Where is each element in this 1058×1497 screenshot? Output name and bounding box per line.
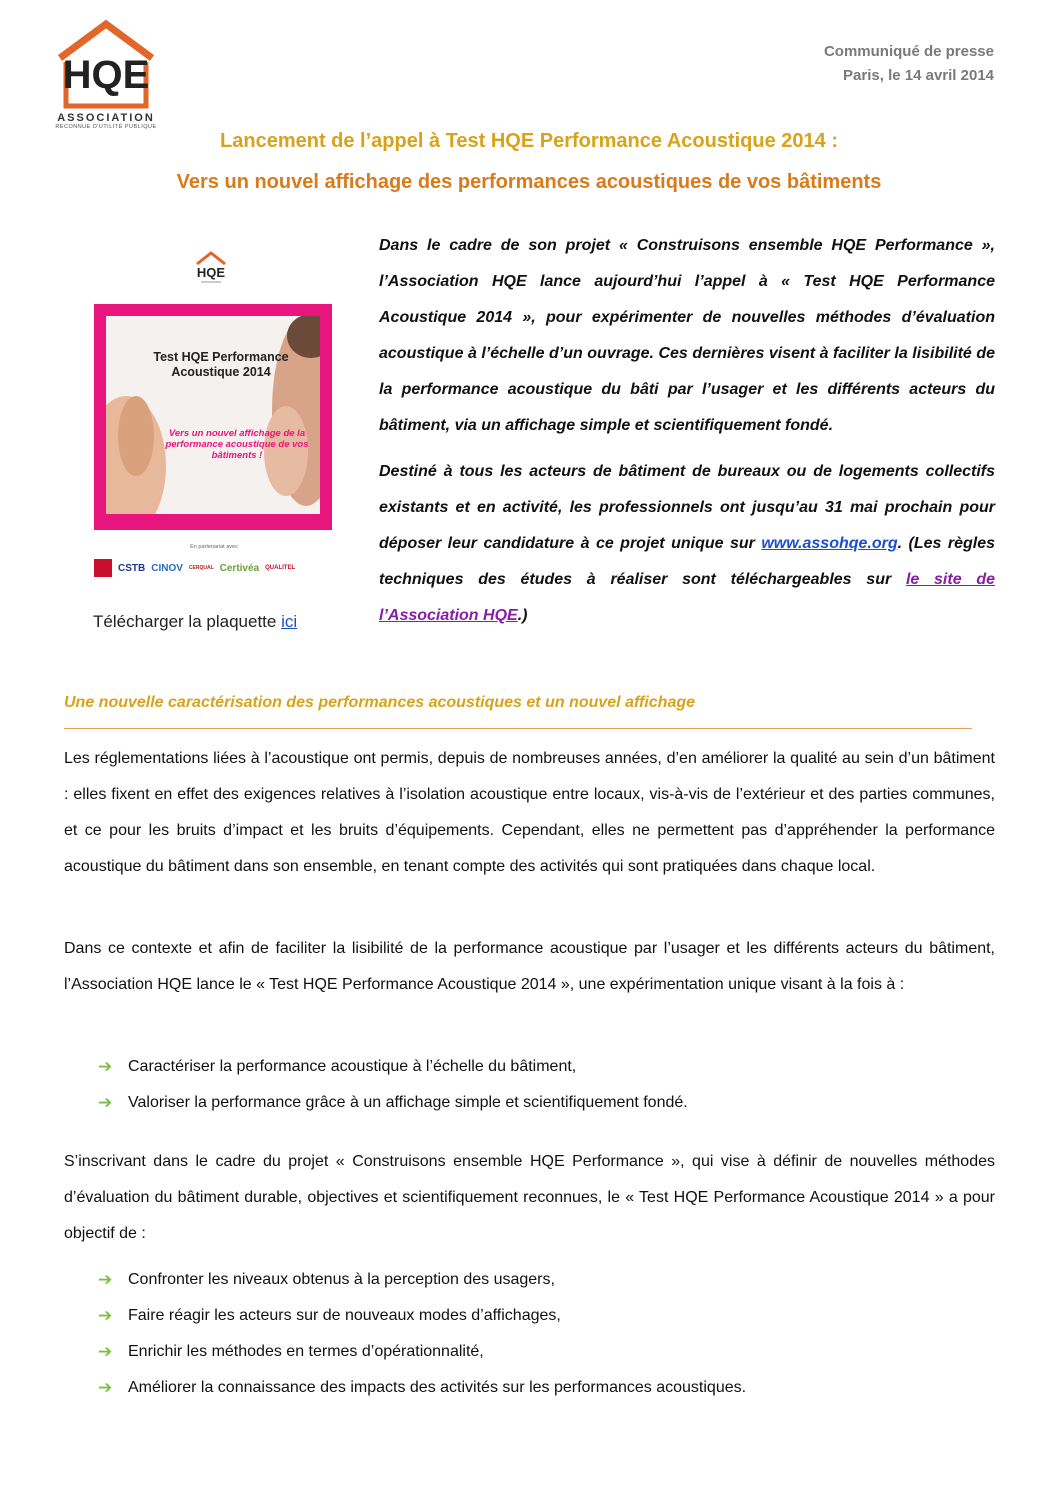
brochure-photo (106, 316, 320, 514)
arrow-right-icon: ➔ (98, 1057, 113, 1076)
assohqe-link[interactable]: www.assohqe.org (761, 535, 898, 552)
objectives-list-2 (98, 1262, 998, 1406)
brochure-title: Test HQE Performance Acoustique 2014 (153, 350, 289, 379)
list-item: ➔ Valoriser la performance grâce à un affichage simple et scientifiquement fondé. (98, 1085, 998, 1121)
brochure-subtitle: Vers un nouvel affichage de la performance acoustique de vos bâtiments ! (165, 428, 309, 461)
list-item: ➔ Faire réagir les acteurs sur de nouveaux modes d’affichages, (98, 1298, 998, 1334)
brochure-thumbnail[interactable] (92, 242, 336, 582)
sub-title: Vers un nouvel affichage des performances acoustiques de vos bâtiments (176, 171, 882, 193)
list-item: ➔ Améliorer la connaissance des impacts des activités sur les performances acoustiques. (98, 1370, 998, 1406)
partner-logo-cinov: CINOV (151, 562, 183, 574)
intro-paragraph-1: Dans le cadre de son projet « Construisons ensemble HQE Performance », l’Association HQE lance aujourd’hui l’appel à « Test HQE Performance Acoustique 2014 », pour expérimenter de nouvelles méthodes d’évaluation acoustique à l’échelle d’un ouvrage. Ces dernières visent à faciliter la lisibilité de la performance acoustique du bâti par l’usager et les différents acteurs du bâtiment, via un affichage simple et scientifiquement fondé. (379, 237, 995, 434)
body-paragraph-3: S’inscrivant dans le cadre du projet « Construisons ensemble HQE Performance », qui vise à définir de nouvelles méthodes d’évaluation du bâtiment durable, objectives et scientifiquement reconnues, le « Test HQE Performance Acoustique 2014 » a pour objectif de : (64, 1153, 995, 1242)
arrow-right-icon: ➔ (98, 1306, 113, 1325)
brochure-cover (94, 304, 332, 530)
partner-logo-cerqual: CERQUAL (188, 565, 214, 571)
press-kind: Communiqué de presse (823, 43, 994, 60)
partner-logo-flag (94, 559, 112, 577)
brochure-logo (191, 248, 231, 288)
list-item: ➔ Confronter les niveaux obtenus à la perception des usagers, (98, 1262, 998, 1298)
section-divider (64, 728, 972, 729)
arrow-right-icon: ➔ (98, 1270, 113, 1289)
download-line (93, 612, 297, 632)
press-header (824, 40, 994, 88)
arrow-right-icon: ➔ (98, 1342, 113, 1361)
association-site-link[interactable]: le site de l’Association HQE (379, 571, 995, 624)
main-title: Lancement de l’appel à Test HQE Performance Acoustique 2014 : (220, 130, 838, 152)
house-roof-icon (46, 18, 166, 110)
arrow-right-icon: ➔ (98, 1093, 113, 1112)
logo-subtitle: RECONNUE D'UTILITÉ PUBLIQUE (55, 124, 157, 130)
press-date: Paris, le 14 avril 2014 (843, 67, 994, 84)
body-paragraph-2: Dans ce contexte et afin de faciliter la lisibilité de la performance acoustique par l’usager et les différents acteurs du bâtiment, l’Association HQE lance le « Test HQE Performance Acoustique 2014 », une expérimentation unique visant à la fois à : (64, 940, 995, 993)
download-link[interactable]: ici (281, 612, 298, 631)
download-text: Télécharger la plaquette (93, 612, 282, 631)
svg-text:HQE: HQE (62, 53, 150, 97)
partner-logo-cstb: CSTB (118, 562, 146, 574)
objectives-list-1 (98, 1049, 998, 1121)
arrow-right-icon: ➔ (98, 1378, 113, 1397)
list-item: ➔ Caractériser la performance acoustique à l’échelle du bâtiment, (98, 1049, 998, 1085)
body-paragraph-1: Les réglementations liées à l’acoustique ont permis, depuis de nombreuses années, d’en améliorer la qualité au sein d’un bâtiment : elles fixent en effet des exigences relatives à l’isolation acoustique entre locaux, vis-à-vis de l’extérieur et des parties communes, et ce pour les bruits d’impact et les bruits d’équipements. Cependant, elles ne permettent pas d’appréhender la performance acoustique du bâtiment dans son ensemble, en tenant compte des activités qui sont pratiquées dans chaque local. (64, 750, 995, 875)
logo-association-label: ASSOCIATION (57, 112, 155, 124)
section-heading: Une nouvelle caractérisation des performances acoustiques et un nouvel affichage (64, 694, 696, 711)
partner-logo-certivea: Certivéa (219, 562, 260, 574)
intro-paragraph-2: Destiné à tous les acteurs de bâtiment de bureaux ou de logements collectifs existants et en activité, les professionnels ont jusqu’au 31 mai prochain pour déposer leur candidature à ce projet unique sur www.assohqe.org. (Les règles techniques des études à réaliser sont téléchargeables sur le site de l’Association HQE.) (379, 463, 996, 624)
svg-text:HQE: HQE (196, 265, 226, 280)
partner-logos (94, 556, 338, 580)
intro-block (379, 228, 995, 644)
list-item: ➔ Enrichir les méthodes en termes d’opérationnalité, (98, 1334, 998, 1370)
hqe-logo (46, 18, 166, 138)
partner-label: En partenariat avec (190, 544, 238, 550)
partner-logo-qualitel: QUALITEL (265, 565, 296, 571)
hands-ear-illustration (106, 316, 320, 514)
